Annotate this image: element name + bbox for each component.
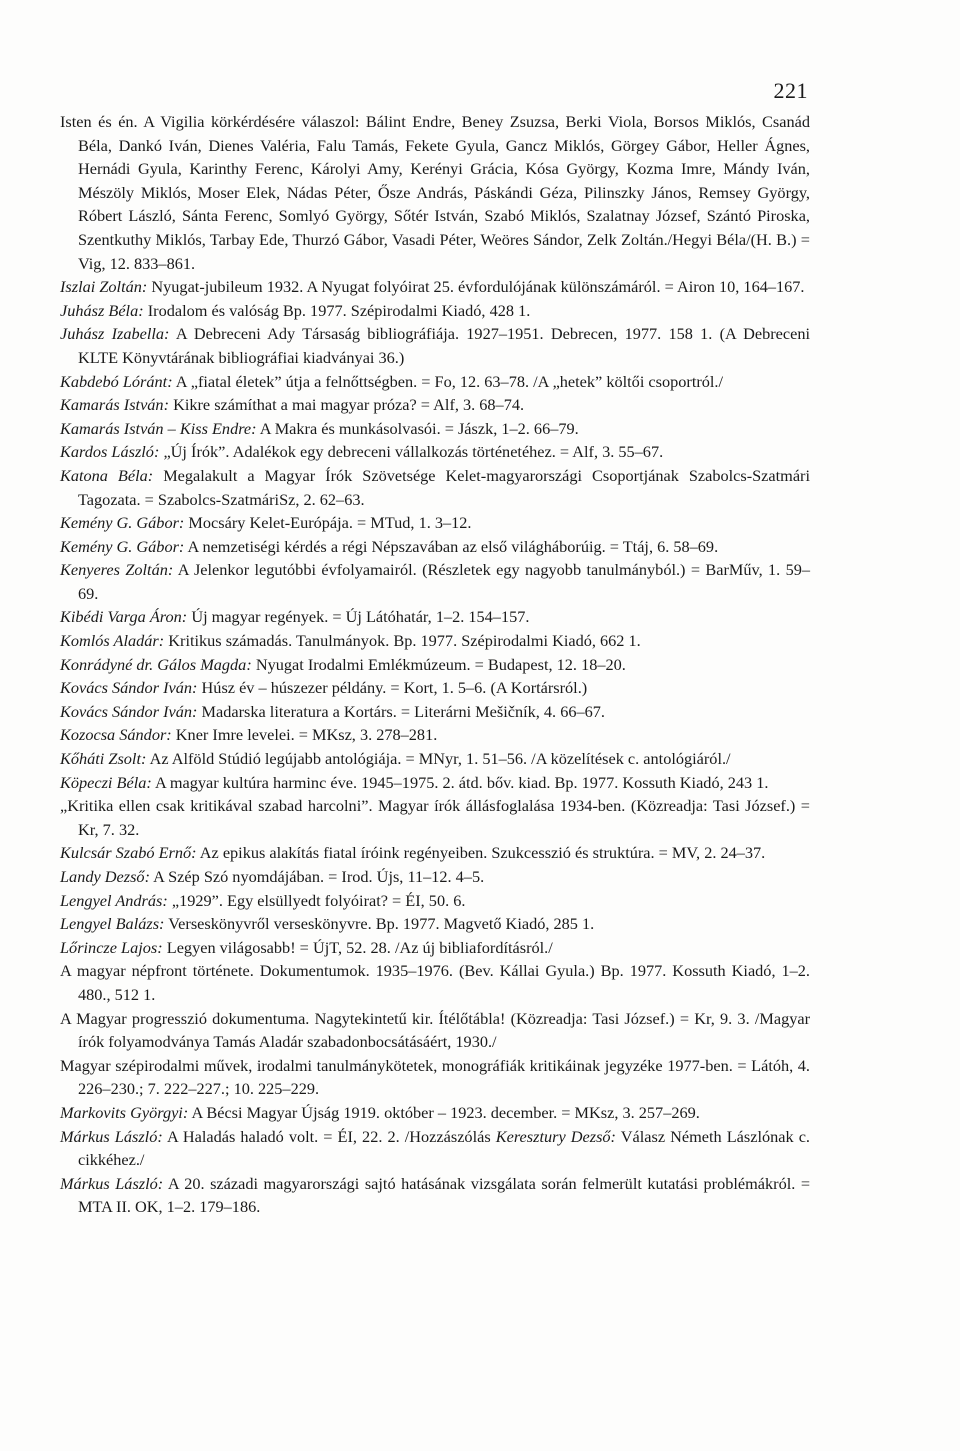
entry-author: Márkus László: — [60, 1126, 163, 1146]
entry-author: Landy Dezső: — [60, 867, 150, 886]
entry-author: Kemény G. Gábor: — [60, 536, 185, 556]
entry-text: A 20. századi magyarországi sajtó hatásának vizsgálata során felmerült kutatási problémákról. = MTA II. OK, 1–2. 179–186. — [78, 1173, 811, 1217]
entry-author: Lőrincze Lajos: — [60, 937, 163, 957]
bibliography-entry — [60, 1101, 810, 1125]
entry-text: Kner Imre levelei. = MKsz, 3. 278–281. — [175, 725, 438, 745]
bibliography-entry — [60, 558, 810, 605]
bibliography-entry — [60, 370, 810, 394]
bibliography-entry — [60, 605, 810, 629]
entry-text: A magyar kultúra harminc éve. 1945–1975. 2. átd. bőv. kiad. Bp. 1977. Kossuth Kiadó, 243 1. — [154, 772, 769, 792]
entry-text-secondary: Válasz Németh Lászlónak c. cikkéhez./ — [78, 1126, 810, 1170]
bibliography-entry — [60, 936, 810, 960]
bibliography-entry — [60, 629, 810, 653]
entry-text: A Haladás haladó volt. = ÉI, 22. 2. /Hozzászólás — [166, 1126, 491, 1146]
entry-text: Nyugat Irodalmi Emlékmúzeum. = Budapest, 12. 18–20. — [255, 654, 626, 674]
entry-text: A Magyar progresszió dokumentuma. Nagytekintetű kir. Ítélőtábla! (Közreadja: Tasi József.) = Kr, 9. 3. /Magyar írók folyamodványa Tamás Aladár szabadonbocsátásáért, 1930./ — [60, 1008, 810, 1052]
entry-text: A Debreceni Ady Társaság bibliográfiája. 1927–1951. Debrecen, 1977. 158 1. (A Debreceni KLTE Könyvtárának bibliográfiai kiadványai 36.) — [78, 324, 811, 367]
bibliography-entry — [60, 1172, 810, 1219]
entry-text: Madarska literatura a Kortárs. = Literárni Mešičník, 4. 66–67. — [201, 701, 605, 721]
bibliography-entry — [60, 1054, 810, 1101]
entry-author: Kemény G. Gábor: — [60, 513, 185, 533]
entry-text: Húsz év – húszezer példány. = Kort, 1. 5–6. (A Kortársról.) — [201, 678, 588, 698]
entry-text: A magyar népfront története. Dokumentumok. 1935–1976. (Bev. Kállai Gyula.) Bp. 1977. Kossuth Kiadó, 1–2. 480., 512 1. — [60, 961, 810, 1004]
entry-text: Mocsáry Kelet-Európája. = MTud, 1. 3–12. — [188, 513, 472, 533]
bibliography-entry — [60, 417, 810, 441]
entry-text: Legyen világosabb! = ÚjT, 52. 28. /Az új bibliafordításról./ — [166, 937, 553, 957]
bibliography-entry — [60, 865, 810, 889]
entry-text: Kikre számíthat a mai magyar próza? = Alf, 3. 68–74. — [173, 395, 525, 415]
entry-text: „Kritika ellen csak kritikával szabad harcolni”. Magyar írók állásfoglalása 1934-ben. (Közreadja: Tasi József.) = Kr, 7. 32. — [60, 796, 810, 839]
bibliography-entry — [60, 771, 810, 795]
entry-author: Konrádyné dr. Gálos Magda: — [60, 654, 252, 674]
entry-author: Iszlai Zoltán: — [60, 277, 148, 297]
entry-text: A „fiatal életek” útja a felnőttségben. = Fo, 12. 63–78. /A „hetek” költői csoportról./ — [175, 371, 724, 391]
bibliography-entry — [60, 700, 810, 724]
entry-text: A Bécsi Magyar Újság 1919. október – 1923. december. = MKsz, 3. 257–269. — [191, 1102, 700, 1122]
entry-author: Juhász Izabella: — [60, 324, 170, 344]
entry-author: Katona Béla: — [60, 465, 154, 485]
bibliography-entry — [60, 440, 810, 464]
entry-author: Köpeczi Béla: — [60, 772, 152, 792]
entry-text: Verseskönyvről verseskönyvre. Bp. 1977. Magvető Kiadó, 285 1. — [168, 914, 595, 934]
entry-text: A Szép Szó nyomdájában. = Irod. Újs, 11–12. 4–5. — [153, 867, 485, 886]
entry-author: Kibédi Varga Áron: — [60, 607, 188, 627]
bibliography-entry — [60, 723, 810, 747]
bibliography-entry — [60, 1007, 810, 1054]
entry-author: Lengyel András: — [60, 890, 168, 910]
entry-text: Isten és én. A Vigilia körkérdésére válaszol: Bálint Endre, Beney Zsuzsa, Berki Viola, Borsos Miklós, Csanád Béla, Dankó Iván, Dienes Valéria, Falu Tamás, Fekete Gyula, Gancz Miklós, Görgey Gábor, Heller Ágnes, Hernádi Gyula, Karinthy Ferenc, Károlyi Amy, Kerényi Grácia, Kósa György, Kozma Imre, Mándy Iván, Mészöly Miklós, Moser Elek, Nádas Péter, Ősze András, Páskándi Géza, Pilinszky János, Remsey György, Róbert László, Sánta Ferenc, Somlyó György, Sőtér István, Szabó Miklós, Szalatnay József, Szántó Piroska, Szentkuthy Miklós, Tarbay Ede, Thurzó Gábor, Vasadi Péter, Weöres Sándor, Zelk Zoltán./Hegyi Béla/(H. B.) = Vig, 12. 833–861. — [60, 112, 810, 273]
entry-text: Magyar szépirodalmi művek, irodalmi tanulmánykötetek, monográfiák kritikáinak jegyzéke 1977-ben. = Látóh, 4. 226–230.; 7. 222–227.; 10. 225–229. — [60, 1055, 810, 1099]
entry-author: Kardos László: — [60, 442, 160, 462]
bibliography-entry — [60, 275, 810, 299]
bibliography-entry — [60, 889, 810, 913]
bibliography-entry — [60, 511, 810, 535]
entry-author: Kovács Sándor Iván: — [60, 701, 198, 721]
entry-author: Komlós Aladár: — [60, 631, 165, 651]
bibliography-entry — [60, 747, 810, 771]
bibliography-entry — [60, 322, 810, 369]
entry-text: Az Alföld Stúdió legújabb antológiája. = MNyr, 1. 51–56. /A közelítések c. antológiáról./ — [149, 749, 731, 769]
bibliography-entry — [60, 676, 810, 700]
bibliography-entry — [60, 393, 810, 417]
entry-text: A Makra és munkásolvasói. = Jászk, 1–2. 66–79. — [259, 418, 579, 438]
entry-author: Kovács Sándor Iván: — [60, 678, 198, 698]
bibliography-entry — [60, 912, 810, 936]
entry-text: Az epikus alakítás fiatal íróink regényeiben. Szukcesszió és struktúra. = MV, 2. 24–37. — [199, 843, 766, 863]
entry-text: Megalakult a Magyar Írók Szövetsége Kelet-magyarországi Csoportjának Szabolcs-Szatmári Tagozata. = Szabolcs-SzatmáriSz, 2. 62–63. — [78, 465, 810, 509]
entry-author: Kabdebó Lóránt: — [60, 371, 173, 391]
entry-author: Kamarás István: — [60, 395, 169, 415]
entry-author: Kenyeres Zoltán: — [60, 560, 174, 580]
bibliography-entry — [60, 535, 810, 559]
entry-author: Juhász Béla: — [60, 300, 144, 320]
bibliography-entry — [60, 1125, 810, 1172]
entry-author: Kőháti Zsolt: — [60, 749, 147, 769]
bibliography-entry — [60, 464, 810, 511]
bibliography-entry — [60, 841, 810, 865]
entry-text: A nemzetiségi kérdés a régi Népszavában az első világháborúig. = Ttáj, 6. 58–69. — [187, 536, 719, 556]
bibliography-list — [60, 110, 810, 1219]
bibliography-entry — [60, 653, 810, 677]
entry-author-secondary: Keresztury Dezső: — [495, 1126, 616, 1146]
entry-text: „1929”. Egy elsüllyedt folyóirat? = ÉI, 50. 6. — [171, 890, 466, 910]
entry-text: „Új Írók”. Adalékok egy debreceni vállalkozás történetéhez. = Alf, 3. 55–67. — [163, 442, 664, 462]
entry-author: Márkus László: — [60, 1173, 164, 1193]
entry-author: Kamarás István – Kiss Endre: — [60, 418, 257, 438]
bibliography-entry — [60, 959, 810, 1006]
page-number: 221 — [773, 78, 808, 103]
entry-author: Markovits Györgyi: — [60, 1102, 189, 1122]
entry-author: Kozocsa Sándor: — [60, 725, 172, 745]
entry-author: Kulcsár Szabó Ernő: — [60, 843, 197, 863]
bibliography-entry — [60, 110, 810, 275]
entry-text: Kritikus számadás. Tanulmányok. Bp. 1977. Szépirodalmi Kiadó, 662 1. — [168, 631, 641, 651]
bibliography-entry — [60, 299, 810, 323]
bibliography-entry — [60, 794, 810, 841]
entry-author: Lengyel Balázs: — [60, 914, 165, 934]
entry-text: Új magyar regények. = Új Látóhatár, 1–2. 154–157. — [191, 607, 530, 627]
entry-text: Nyugat-jubileum 1932. A Nyugat folyóirat 25. évfordulójának különszámáról. = Airon 10, 164–167. — [151, 277, 805, 297]
entry-text: Irodalom és valóság Bp. 1977. Szépirodalmi Kiadó, 428 1. — [147, 300, 531, 320]
entry-text: A Jelenkor legutóbbi évfolyamairól. (Részletek egy nagyobb tanulmányból.) = BarMűv, 1. 59–69. — [78, 560, 810, 603]
